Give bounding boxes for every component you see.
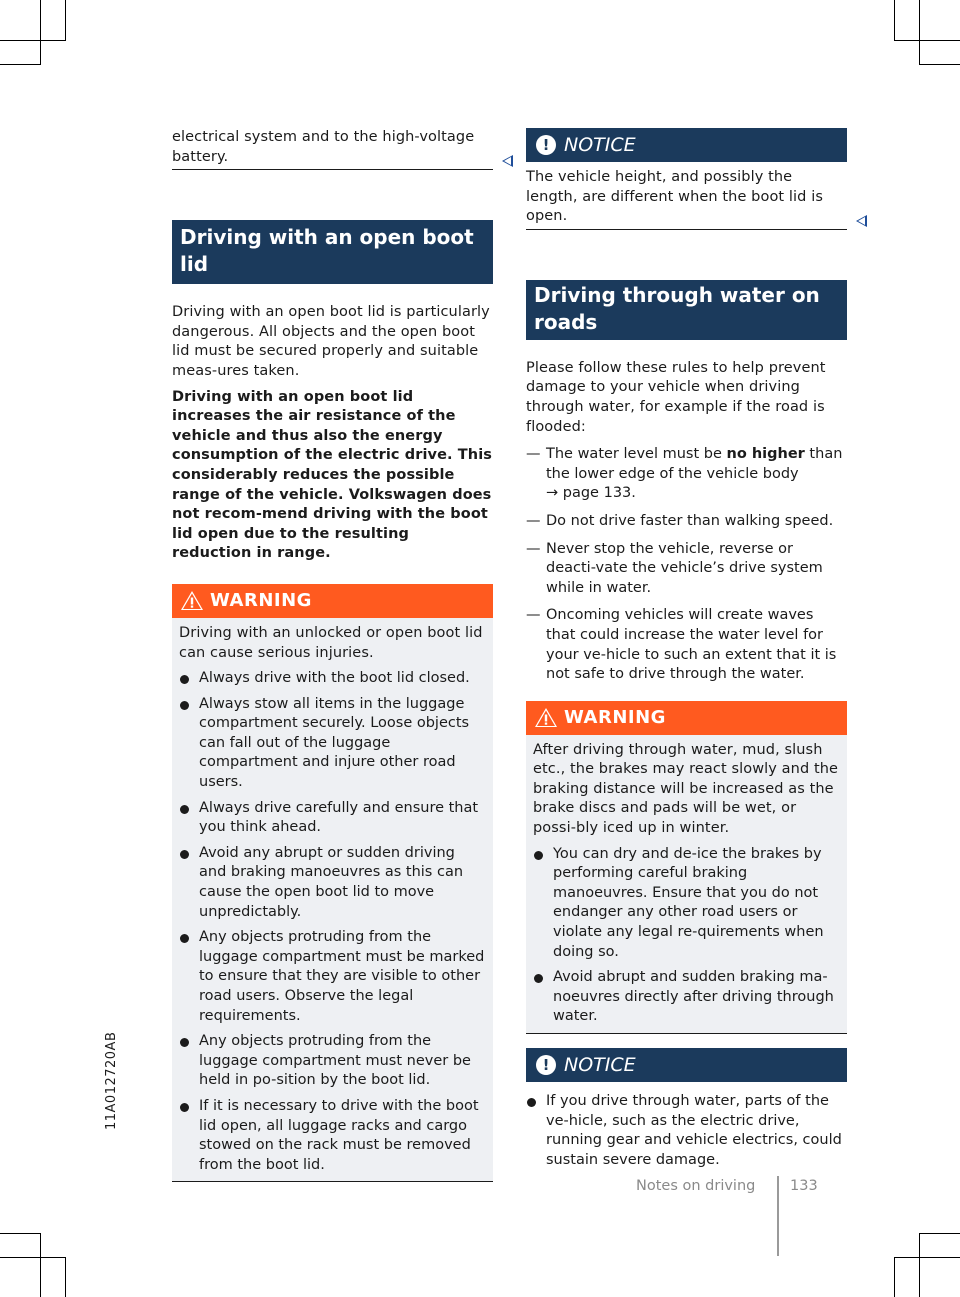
left-column <box>172 128 493 1182</box>
crop-mark <box>65 0 66 40</box>
crop-mark <box>919 1233 960 1234</box>
crop-mark <box>40 1233 41 1297</box>
warning-bullet-list <box>179 669 485 1175</box>
warning-box <box>526 701 847 1034</box>
list-item: If you drive through water, parts of the ve-hicle, such as the electric drive, running gear and vehicle electrics, could sustain severe damage. <box>526 1092 847 1170</box>
list-item: — Do not drive faster than walking speed. <box>526 512 847 532</box>
end-of-section-icon <box>502 155 513 167</box>
list-item: Any objects protruding from the luggage compartment must never be held in po-sition by the boot lid. <box>179 1032 485 1091</box>
document-code: 11A012720AB <box>104 1031 119 1130</box>
warning-header <box>172 584 493 618</box>
warning-body <box>172 618 493 1181</box>
footer-section-label: Notes on driving <box>636 1178 756 1194</box>
continuation-text: electrical system and to the high-voltage battery. <box>172 129 475 165</box>
crop-mark <box>0 64 41 65</box>
notice-block <box>526 168 847 230</box>
crop-mark <box>919 64 960 65</box>
page-number: 133 <box>790 1178 818 1194</box>
arrow-right-icon: → <box>546 485 559 502</box>
end-of-section-icon <box>856 215 867 227</box>
exclamation-icon: ! <box>536 135 556 155</box>
notice-header <box>526 1048 847 1082</box>
crop-mark <box>919 0 920 64</box>
crop-mark <box>40 0 41 64</box>
list-item: Avoid abrupt and sudden braking ma-noeuvres directly after driving through water. <box>533 968 839 1027</box>
notice-text: The vehicle height, and possibly the length, are different when the boot lid is open. <box>526 169 823 225</box>
crop-mark <box>0 1257 66 1258</box>
list-item: Always drive with the boot lid closed. <box>179 669 485 689</box>
list-item: — Oncoming vehicles will create waves that could increase the water level for your ve-hicle to such an extent that it is not safe to drive through the water. <box>526 606 847 684</box>
list-item: — Never stop the vehicle, reverse or deacti-vate the vehicle’s drive system while in water. <box>526 540 847 599</box>
continuation-block <box>172 128 493 170</box>
warning-text: After driving through water, mud, slush etc., the brakes may react slowly and the braking distance will be increased as the brake discs and pads will be wet, or possi-bly iced up in winter. <box>533 741 839 837</box>
warning-bullet-list <box>533 845 839 1027</box>
intro-paragraph: Driving with an open boot lid is particularly dangerous. All objects and the open boot lid must be secured properly and suitable meas-ures taken. <box>172 304 490 379</box>
water-rules-list <box>526 445 847 685</box>
warning-header <box>526 701 847 735</box>
water-intro-paragraph: Please follow these rules to help prevent damage to your vehicle when driving through water, for example if the road is flooded: <box>526 359 826 435</box>
crop-mark <box>65 1257 66 1297</box>
notice-bullet-list <box>526 1092 847 1170</box>
range-paragraph: Driving with an open boot lid increases the air resistance of the vehicle and thus also the energy consumption of the electric drive. This considerably reduces the possible range of the vehicle. Volkswagen does not recom-mend driving with the boot lid open due to the resulting reduction in range. <box>172 388 492 562</box>
warning-triangle-icon <box>180 590 204 611</box>
warning-box <box>172 584 493 1182</box>
crop-mark <box>894 1257 960 1258</box>
crop-mark <box>894 1257 895 1297</box>
warning-triangle-icon <box>534 707 558 728</box>
exclamation-icon: ! <box>536 1055 556 1075</box>
list-item: Always stow all items in the luggage compartment securely. Loose objects can fall out of the luggage compartment and injure other road users. <box>179 695 485 793</box>
list-item: — The water level must be no higher than the lower edge of the vehicle body → page 133. <box>526 445 847 504</box>
warning-text: Driving with an unlocked or open boot lid can cause serious injuries. <box>179 624 483 661</box>
section-title-water: Driving through water on roads <box>526 280 847 340</box>
crop-mark <box>0 1233 41 1234</box>
notice-label: NOTICE <box>564 1054 636 1076</box>
crop-mark <box>919 1233 920 1297</box>
warning-body <box>526 735 847 1033</box>
list-item: You can dry and de-ice the brakes by performing careful braking manoeuvres. Ensure that you do not endanger any other road users or violate any legal re-quirements when doing so. <box>533 845 839 963</box>
right-column <box>526 128 847 1176</box>
crop-mark <box>894 0 895 40</box>
notice-label: NOTICE <box>564 134 636 156</box>
notice-header <box>526 128 847 162</box>
section-title-open-boot-lid: Driving with an open boot lid <box>172 220 493 284</box>
page-reference-link[interactable]: page 133. <box>558 485 636 502</box>
warning-label: WARNING <box>564 707 666 729</box>
list-item: Any objects protruding from the luggage compartment must be marked to ensure that they are visible to other road users. Observe the legal requirements. <box>179 928 485 1026</box>
list-item: Avoid any abrupt or sudden driving and braking manoeuvres as this can cause the open boot lid to move unpredictably. <box>179 844 485 922</box>
list-item: If it is necessary to drive with the boot lid open, all luggage racks and cargo stowed on the rack must be removed from the boot lid. <box>179 1097 485 1175</box>
crop-mark <box>0 40 66 41</box>
list-item: Always drive carefully and ensure that you think ahead. <box>179 799 485 838</box>
warning-label: WARNING <box>210 590 312 612</box>
footer-divider <box>777 1176 779 1256</box>
crop-mark <box>894 40 960 41</box>
